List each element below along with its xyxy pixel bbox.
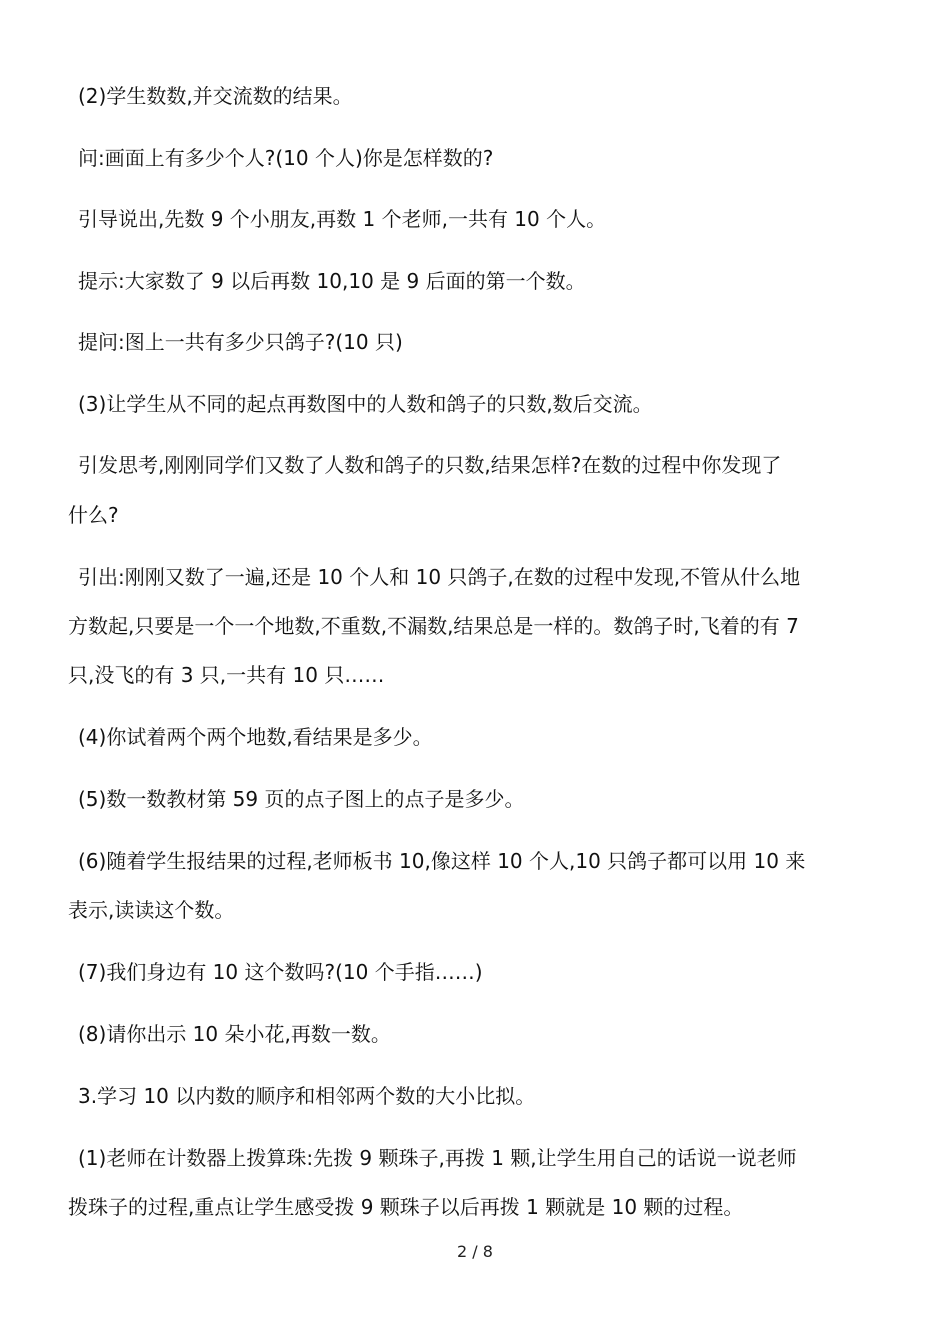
text-line-9: 引出:刚刚又数了一遍,还是 10 个人和 10 只鸽子,在数的过程中发现,不管从什么地	[78, 565, 801, 589]
page-number: 2 / 8	[457, 1242, 493, 1261]
text-line-1: (2)学生数数,并交流数的结果。	[78, 84, 353, 108]
text-line-3: 引导说出,先数 9 个小朋友,再数 1 个老师,一共有 10 个人。	[78, 207, 607, 231]
text-line-13: (5)数一数教材第 59 页的点子图上的点子是多少。	[78, 787, 525, 811]
text-line-11: 只,没飞的有 3 只,一共有 10 只……	[68, 663, 385, 687]
text-line-16: (7)我们身边有 10 这个数吗?(10 个手指……)	[78, 960, 483, 984]
text-line-20: 拨珠子的过程,重点让学生感受拨 9 颗珠子以后再拨 1 颗就是 10 颗的过程。	[68, 1195, 744, 1219]
text-line-8: 什么?	[68, 503, 119, 527]
text-line-6: (3)让学生从不同的起点再数图中的人数和鸽子的只数,数后交流。	[78, 392, 653, 416]
text-line-10: 方数起,只要是一个一个地数,不重数,不漏数,结果总是一样的。数鸽子时,飞着的有 7	[68, 614, 799, 638]
text-line-14: (6)随着学生报结果的过程,老师板书 10,像这样 10 个人,10 只鸽子都可以用 10 来	[78, 849, 806, 873]
text-line-15: 表示,读读这个数。	[68, 898, 235, 922]
text-line-18: 3.学习 10 以内数的顺序和相邻两个数的大小比拟。	[78, 1084, 536, 1108]
text-line-7: 引发思考,刚刚同学们又数了人数和鸽子的只数,结果怎样?在数的过程中你发现了	[78, 453, 782, 477]
text-line-19: (1)老师在计数器上拨算珠:先拨 9 颗珠子,再拨 1 颗,让学生用自己的话说一说老师	[78, 1146, 797, 1170]
text-line-4: 提示:大家数了 9 以后再数 10,10 是 9 后面的第一个数。	[78, 269, 586, 293]
text-line-17: (8)请你出示 10 朵小花,再数一数。	[78, 1022, 391, 1046]
text-line-12: (4)你试着两个两个地数,看结果是多少。	[78, 725, 433, 749]
text-line-5: 提问:图上一共有多少只鸽子?(10 只)	[78, 330, 403, 354]
text-line-2: 问:画面上有多少个人?(10 个人)你是怎样数的?	[78, 146, 494, 170]
